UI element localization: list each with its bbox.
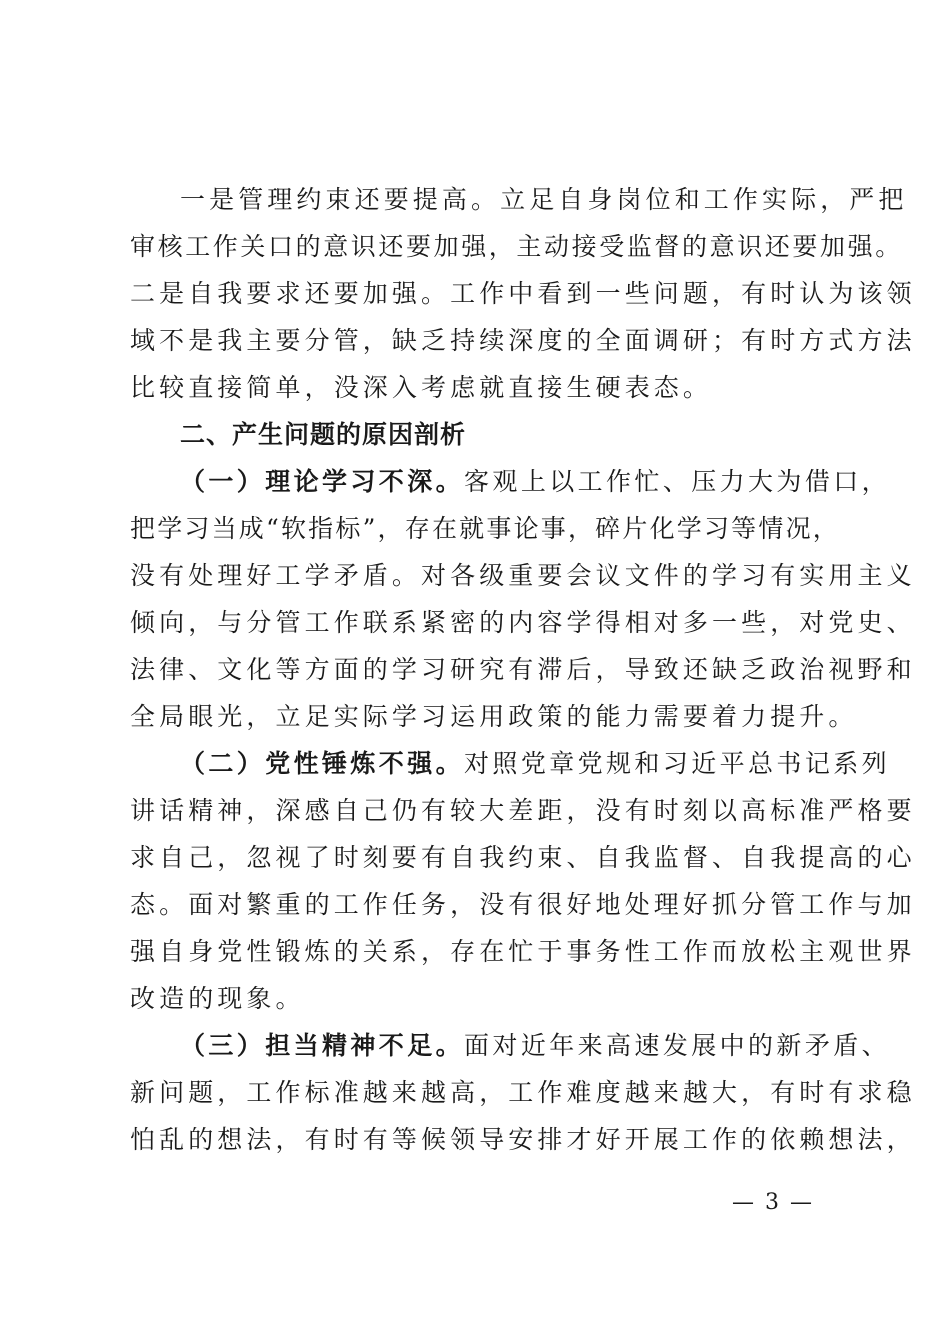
paragraph-3-line-5: 强自身党性锻炼的关系，存在忙于事务性工作而放松主观世界 <box>130 937 916 966</box>
paragraph-2-line-4: 倾向，与分管工作联系紧密的内容学得相对多一些，对党史、 <box>130 608 916 637</box>
paragraph-2-line-2: 把学习当成“软指标”，存在就事论事，碎片化学习等情况， <box>130 514 840 543</box>
paragraph-3-lead: （二）党性锤炼不强。 <box>180 749 465 778</box>
paragraph-1-line-1: 一是管理约束还要提高。立足自身岗位和工作实际，严把 <box>180 185 908 214</box>
paragraph-2-lead: （一）理论学习不深。 <box>180 467 465 496</box>
page-number: — 3 — <box>732 1190 814 1215</box>
paragraph-1-line-2: 审核工作关口的意识还要加强，主动接受监督的意识还要加强。 <box>130 232 903 261</box>
paragraph-1-line-3: 二是自我要求还要加强。工作中看到一些问题，有时认为该领 <box>130 279 916 308</box>
paragraph-2-line-3: 没有处理好工学矛盾。对各级重要会议文件的学习有实用主义 <box>130 561 916 590</box>
paragraph-2-line-5: 法律、文化等方面的学习研究有滞后，导致还缺乏政治视野和 <box>130 655 916 684</box>
paragraph-2-line-6: 全局眼光，立足实际学习运用政策的能力需要着力提升。 <box>130 702 858 731</box>
paragraph-4-lead: （三）担当精神不足。 <box>180 1031 465 1060</box>
paragraph-2-line-1-rest: 客观上以工作忙、压力大为借口， <box>464 467 891 496</box>
paragraph-2-line-1 <box>180 467 890 497</box>
paragraph-1-line-5: 比较直接简单，没深入考虑就直接生硬表态。 <box>130 373 713 402</box>
paragraph-1-line-4: 域不是我主要分管，缺乏持续深度的全面调研；有时方式方法 <box>130 326 916 355</box>
paragraph-4-line-1-rest: 面对近年来高速发展中的新矛盾、 <box>464 1031 891 1060</box>
paragraph-3-line-1 <box>180 749 890 779</box>
paragraph-3-line-1-rest: 对照党章党规和习近平总书记系列 <box>464 749 891 778</box>
paragraph-4-line-2: 新问题，工作标准越来越高，工作难度越来越大，有时有求稳 <box>130 1078 916 1107</box>
paragraph-4-line-1 <box>180 1031 890 1061</box>
section-heading: 二、产生问题的原因剖析 <box>180 420 467 449</box>
paragraph-4-line-3: 怕乱的想法，有时有等候领导安排才好开展工作的依赖想法， <box>130 1125 916 1154</box>
paragraph-3-line-3: 求自己，忽视了时刻要有自我约束、自我监督、自我提高的心 <box>130 843 916 872</box>
paragraph-3-line-2: 讲话精神，深感自己仍有较大差距，没有时刻以高标准严格要 <box>130 796 916 825</box>
paragraph-3-line-4: 态。面对繁重的工作任务，没有很好地处理好抓分管工作与加 <box>130 890 916 919</box>
paragraph-3-line-6: 改造的现象。 <box>130 984 305 1013</box>
